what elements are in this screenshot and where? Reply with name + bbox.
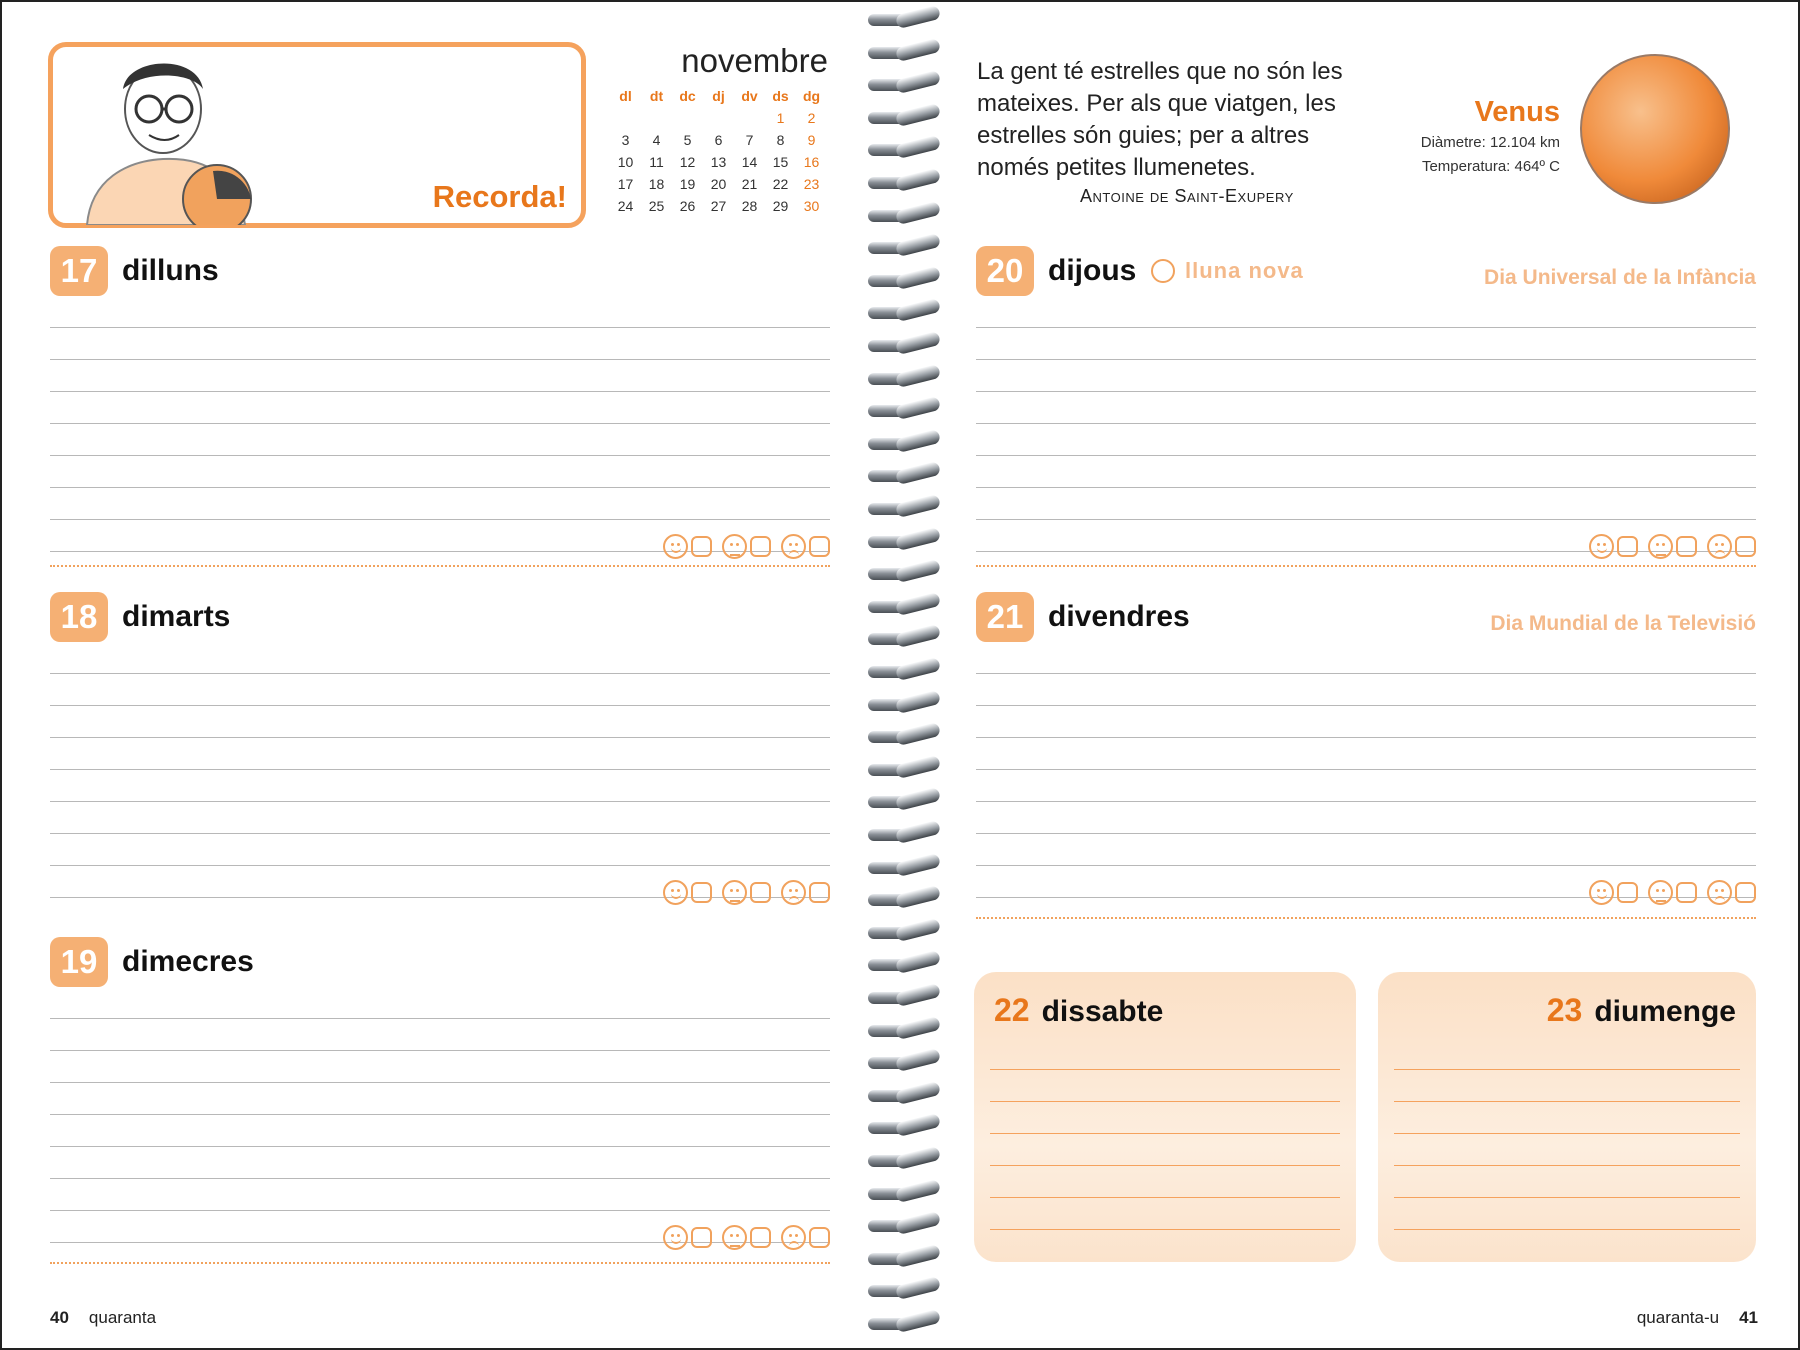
day-name: divendres bbox=[1048, 600, 1190, 633]
calendar-day: 18 bbox=[648, 176, 665, 192]
day-number: 19 bbox=[60, 943, 98, 980]
spiral-ring bbox=[868, 825, 940, 845]
day-separator bbox=[50, 1262, 830, 1266]
spiral-ring bbox=[868, 1281, 940, 1301]
day-name: dijous bbox=[1048, 254, 1137, 287]
day-separator bbox=[976, 917, 1756, 921]
day-name: dimecres bbox=[122, 945, 254, 978]
calendar-grid bbox=[610, 86, 828, 217]
spiral-ring bbox=[868, 434, 940, 454]
calendar-day: 22 bbox=[772, 176, 789, 192]
spiral-ring bbox=[868, 466, 940, 486]
weekend-box-23 bbox=[1378, 972, 1756, 1262]
mood-checkbox[interactable] bbox=[1735, 536, 1756, 557]
calendar-day: 20 bbox=[710, 176, 727, 192]
spiral-ring bbox=[868, 1053, 940, 1073]
day-number: 17 bbox=[60, 252, 98, 289]
spiral-ring bbox=[868, 890, 940, 910]
spiral-ring bbox=[868, 597, 940, 617]
mood-checkbox[interactable] bbox=[750, 1227, 771, 1248]
weekday-header: dt bbox=[649, 88, 664, 104]
day-number: 23 bbox=[1546, 992, 1583, 1028]
mood-checkbox[interactable] bbox=[809, 1227, 830, 1248]
page-number-word: quaranta bbox=[88, 1308, 157, 1327]
happy-face-icon bbox=[663, 880, 688, 905]
footer-right bbox=[1637, 1308, 1758, 1328]
spiral-ring bbox=[868, 1216, 940, 1236]
spiral-ring bbox=[868, 695, 940, 715]
spiral-binding bbox=[860, 2, 950, 1350]
happy-face-icon bbox=[663, 1225, 688, 1250]
day-name: dimarts bbox=[122, 600, 231, 633]
calendar-day bbox=[734, 108, 765, 129]
sad-face-icon bbox=[1707, 880, 1732, 905]
writing-lines[interactable] bbox=[976, 296, 1756, 552]
mood-checkbox[interactable] bbox=[1735, 882, 1756, 903]
day-name: dilluns bbox=[122, 254, 219, 287]
writing-lines[interactable] bbox=[50, 987, 830, 1243]
calendar-day: 2 bbox=[807, 110, 816, 126]
day-separator bbox=[50, 565, 830, 569]
mood-tracker bbox=[663, 534, 830, 559]
spiral-ring bbox=[868, 75, 940, 95]
page-number-word: quaranta-u bbox=[1636, 1308, 1720, 1327]
spiral-ring bbox=[868, 792, 940, 812]
quote-author: Antoine de Saint-Exupery bbox=[1080, 186, 1294, 206]
spiral-ring bbox=[868, 858, 940, 878]
spiral-ring bbox=[868, 727, 940, 747]
weekday-header: dg bbox=[802, 88, 821, 104]
calendar-day: 13 bbox=[710, 154, 727, 170]
day-number: 20 bbox=[986, 252, 1024, 289]
day-block-17 bbox=[50, 246, 830, 576]
happy-face-icon bbox=[1589, 880, 1614, 905]
writing-lines[interactable] bbox=[1394, 1038, 1740, 1230]
calendar-day: 6 bbox=[714, 132, 723, 148]
calendar-day: 30 bbox=[803, 198, 820, 214]
calendar-month: novembre bbox=[681, 42, 828, 79]
spiral-ring bbox=[868, 662, 940, 682]
calendar-day: 3 bbox=[621, 132, 630, 148]
day-block-20 bbox=[976, 246, 1756, 576]
happy-face-icon bbox=[663, 534, 688, 559]
recorda-label: Recorda! bbox=[432, 179, 567, 214]
mood-checkbox[interactable] bbox=[750, 536, 771, 557]
mood-tracker bbox=[1589, 880, 1756, 905]
spiral-ring bbox=[868, 271, 940, 291]
moon-phase bbox=[1151, 258, 1304, 284]
mood-checkbox[interactable] bbox=[691, 882, 712, 903]
calendar-day: 15 bbox=[772, 154, 789, 170]
day-name: dissabte bbox=[1041, 995, 1164, 1028]
spiral-ring bbox=[868, 1118, 940, 1138]
spiral-ring bbox=[868, 336, 940, 356]
planet-name: Venus bbox=[1474, 96, 1560, 128]
spiral-ring bbox=[868, 206, 940, 226]
neutral-face-icon bbox=[1648, 880, 1673, 905]
mood-checkbox[interactable] bbox=[809, 536, 830, 557]
spiral-ring bbox=[868, 43, 940, 63]
day-number-badge bbox=[50, 937, 108, 987]
spiral-ring bbox=[868, 923, 940, 943]
page-number: 40 bbox=[50, 1308, 69, 1327]
day-number-badge bbox=[976, 246, 1034, 296]
neutral-face-icon bbox=[722, 534, 747, 559]
weekday-header: dv bbox=[741, 88, 758, 104]
calendar-day: 10 bbox=[617, 154, 634, 170]
spiral-ring bbox=[868, 1314, 940, 1334]
mood-checkbox[interactable] bbox=[1676, 882, 1697, 903]
writing-lines[interactable] bbox=[50, 296, 830, 552]
sad-face-icon bbox=[1707, 534, 1732, 559]
spiral-ring bbox=[868, 988, 940, 1008]
day-number: 22 bbox=[994, 992, 1030, 1028]
spiral-ring bbox=[868, 532, 940, 552]
weekday-header: ds bbox=[772, 88, 789, 104]
calendar-day: 8 bbox=[776, 132, 785, 148]
day-separator bbox=[976, 565, 1756, 569]
calendar-day: 17 bbox=[617, 176, 634, 192]
sad-face-icon bbox=[781, 880, 806, 905]
weekday-header: dj bbox=[712, 88, 725, 104]
sad-face-icon bbox=[781, 534, 806, 559]
calendar-day: 23 bbox=[803, 176, 820, 192]
spiral-ring bbox=[868, 173, 940, 193]
calendar-day bbox=[641, 108, 672, 129]
mood-checkbox[interactable] bbox=[691, 536, 712, 557]
spiral-ring bbox=[868, 10, 940, 30]
neutral-face-icon bbox=[1648, 534, 1673, 559]
spiral-ring bbox=[868, 401, 940, 421]
spiral-ring bbox=[868, 238, 940, 258]
spiral-ring bbox=[868, 955, 940, 975]
planet-diameter: Diàmetre: 12.104 km bbox=[1420, 134, 1560, 151]
day-number-badge bbox=[50, 592, 108, 642]
footer-left bbox=[50, 1308, 156, 1328]
observance-label: Dia Universal de la Infància bbox=[1484, 266, 1756, 289]
calendar-day: 5 bbox=[683, 132, 692, 148]
mood-tracker bbox=[663, 880, 830, 905]
spiral-ring bbox=[868, 303, 940, 323]
spiral-ring bbox=[868, 1021, 940, 1041]
mood-tracker bbox=[663, 1225, 830, 1250]
spiral-ring bbox=[868, 1249, 940, 1269]
mood-checkbox[interactable] bbox=[1676, 536, 1697, 557]
day-number-badge bbox=[976, 592, 1034, 642]
calendar-day: 27 bbox=[710, 198, 727, 214]
weekday-header: dc bbox=[679, 88, 696, 104]
day-block-21 bbox=[976, 592, 1756, 922]
spiral-ring bbox=[868, 760, 940, 780]
mood-checkbox[interactable] bbox=[1617, 536, 1638, 557]
writing-lines[interactable] bbox=[50, 642, 830, 898]
calendar-day: 26 bbox=[679, 198, 696, 214]
spiral-ring bbox=[868, 1184, 940, 1204]
calendar-day: 25 bbox=[648, 198, 665, 214]
day-number: 18 bbox=[60, 598, 98, 635]
calendar-day: 4 bbox=[652, 132, 661, 148]
mood-tracker bbox=[1589, 534, 1756, 559]
calendar-day bbox=[610, 108, 641, 129]
mood-checkbox[interactable] bbox=[691, 1227, 712, 1248]
neutral-face-icon bbox=[722, 880, 747, 905]
calendar-day: 24 bbox=[617, 198, 634, 214]
neutral-face-icon bbox=[722, 1225, 747, 1250]
calendar-day: 11 bbox=[649, 154, 664, 170]
day-number: 21 bbox=[986, 598, 1024, 635]
calendar-day bbox=[703, 108, 734, 129]
calendar-day bbox=[672, 108, 703, 129]
mini-calendar bbox=[610, 42, 828, 217]
moon-phase-label: lluna nova bbox=[1185, 258, 1304, 283]
spiral-ring bbox=[868, 629, 940, 649]
spiral-ring bbox=[868, 499, 940, 519]
calendar-day: 28 bbox=[741, 198, 758, 214]
day-number-badge bbox=[50, 246, 108, 296]
calendar-day: 9 bbox=[807, 132, 816, 148]
calendar-day: 1 bbox=[776, 110, 785, 126]
spiral-ring bbox=[868, 369, 940, 389]
happy-face-icon bbox=[1589, 534, 1614, 559]
observance-label: Dia Mundial de la Televisió bbox=[1490, 612, 1756, 635]
spiral-ring bbox=[868, 108, 940, 128]
calendar-day: 19 bbox=[679, 176, 696, 192]
weekday-header: dl bbox=[619, 88, 632, 104]
quote-text: La gent té estrelles que no són les mateixes. Per als que viatgen, les estrelles són guies; per a altres només petites llumenetes. bbox=[977, 58, 1343, 181]
mood-checkbox[interactable] bbox=[750, 882, 771, 903]
venus-planet-illustration bbox=[1580, 54, 1730, 204]
page-number: 41 bbox=[1739, 1308, 1758, 1327]
new-moon-icon bbox=[1151, 259, 1175, 283]
calendar-day: 16 bbox=[803, 154, 820, 170]
calendar-day: 12 bbox=[679, 154, 696, 170]
writing-lines[interactable] bbox=[990, 1038, 1340, 1230]
weekend-box-22 bbox=[974, 972, 1356, 1262]
spiral-ring bbox=[868, 1151, 940, 1171]
sad-face-icon bbox=[781, 1225, 806, 1250]
calendar-day: 21 bbox=[741, 176, 758, 192]
spiral-ring bbox=[868, 1086, 940, 1106]
calendar-day: 29 bbox=[772, 198, 789, 214]
day-block-18 bbox=[50, 592, 830, 922]
calendar-day: 7 bbox=[745, 132, 754, 148]
day-block-19 bbox=[50, 937, 830, 1267]
spiral-ring bbox=[868, 140, 940, 160]
spiral-ring bbox=[868, 564, 940, 584]
mood-checkbox[interactable] bbox=[1617, 882, 1638, 903]
astronaut-illustration bbox=[67, 49, 307, 225]
calendar-day: 14 bbox=[741, 154, 758, 170]
day-name: diumenge bbox=[1594, 995, 1736, 1028]
mood-checkbox[interactable] bbox=[809, 882, 830, 903]
planet-temperature: Temperatura: 464º C bbox=[1421, 158, 1560, 175]
recorda-box bbox=[48, 42, 586, 228]
writing-lines[interactable] bbox=[976, 642, 1756, 898]
